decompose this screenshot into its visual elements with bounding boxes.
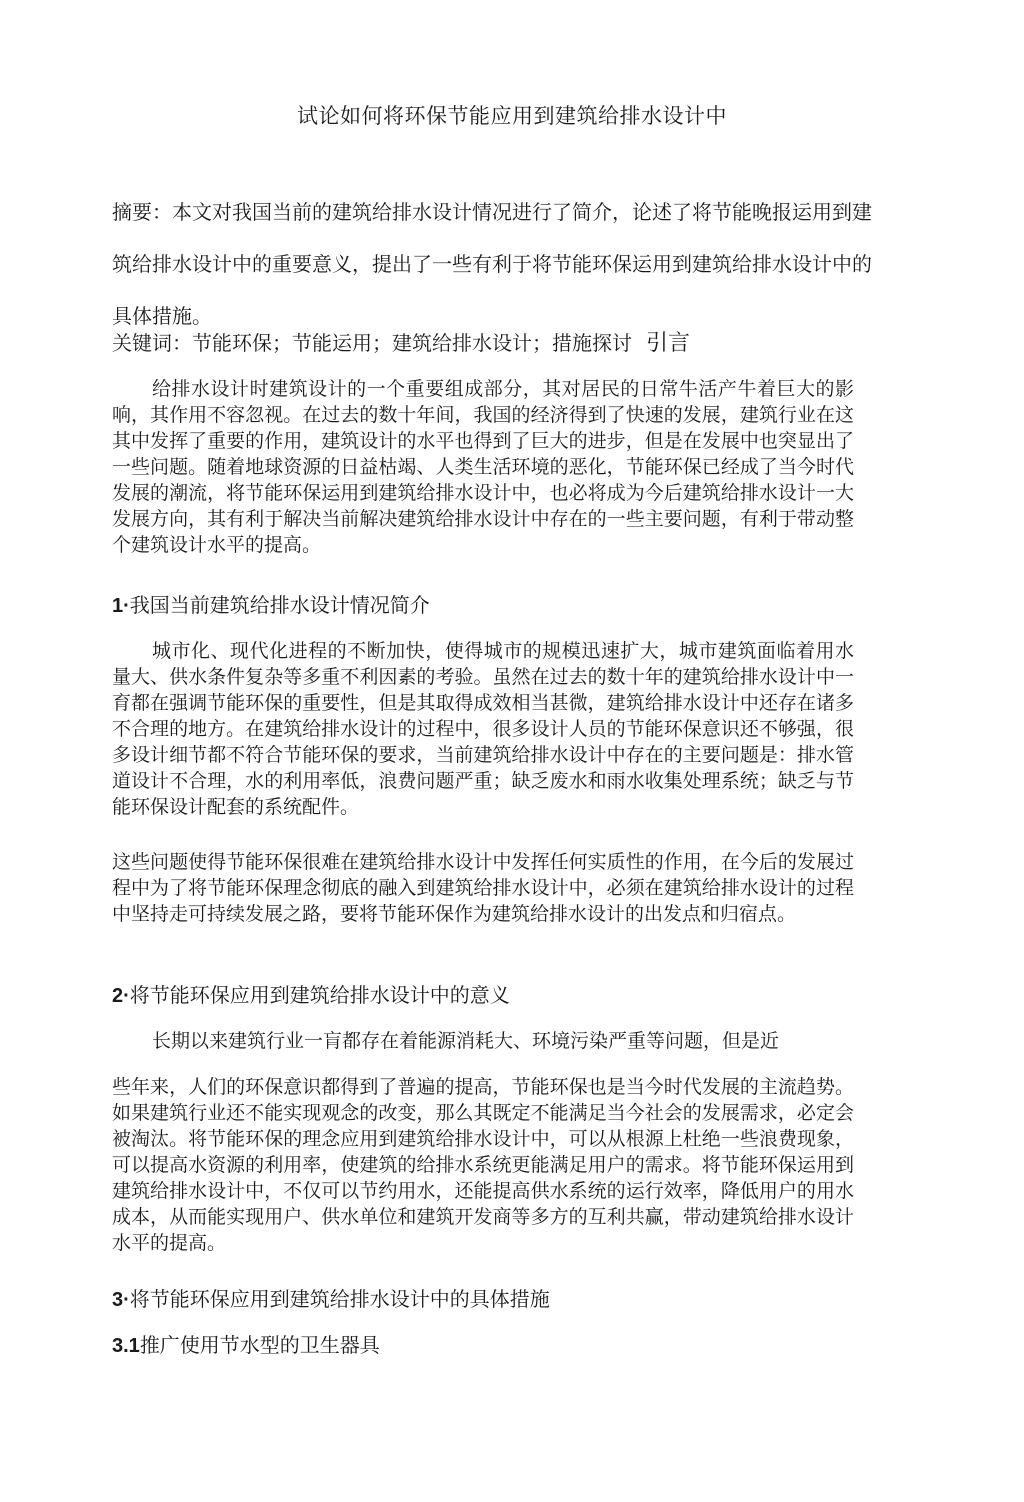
section-2-number: 2· bbox=[112, 985, 130, 1007]
section-3-1-title: 推广使用节水型的卫生器具 bbox=[139, 1333, 380, 1357]
section-3-title: 将节能环保应用到建筑给排水设计中的具体措施 bbox=[129, 1287, 550, 1311]
section-1-paragraph-2: 这些问题使得节能环保很难在建筑给排水设计中发挥任何实质性的作用，在今后的发展过程中为了将节能环保理念彻底的融入到建筑给排水设计中，必须在建筑给排水设计的过程中坚持走可持续发展之路，要将节能环保作为建筑给排水设计的出发点和归宿点。 bbox=[112, 851, 854, 925]
section-1-heading bbox=[112, 590, 872, 621]
section-3-heading bbox=[112, 1284, 872, 1315]
section-3-1-heading bbox=[112, 1330, 872, 1361]
section-1-number: 1· bbox=[112, 595, 130, 617]
abstract-paragraph: 摘要：本文对我国当前的建筑给排水设计情况进行了简介，论述了将节能晚报运用到建筑给排水设计中的重要意义，提出了一些有利于将节能环保运用到建筑给排水设计中的具体措施。 bbox=[112, 200, 872, 328]
document-title: 试论如何将环保节能应用到建筑给排水设计中 bbox=[297, 104, 727, 128]
intro-paragraph: 给排水设计时建筑设计的一个重要组成部分，其对居民的日常牛活产牛着巨大的影响，其作用不容忽视。在过去的数十年间，我国的经济得到了快速的发展，建筑行业在这其中发挥了重要的作用，建筑设计的水平也得到了巨大的进步，但是在发展中也突显出了一些问题。随着地球资源的日益枯竭、人类生活环境的恶化，节能环保已经成了当今时代发展的潮流，将节能环保运用到建筑给排水设计中，也必将成为今后建筑给排水设计一大发展方向，其有利于解决当前解决建筑给排水设计中存在的一些主要问题，有利于带动整个建筑设计水平的提高。 bbox=[112, 378, 854, 556]
section-3-1-number: 3.1 bbox=[112, 1335, 140, 1357]
section-2-heading bbox=[112, 980, 872, 1011]
intro-heading: 引言 bbox=[646, 331, 691, 356]
section-3-number: 3· bbox=[112, 1289, 130, 1311]
section-2-paragraph-1: 长期以来建筑行业一肓都存在着能源消耗大、环境污染严重等问题，但是近 bbox=[152, 1030, 780, 1052]
section-2-paragraph-2: 些年来，人们的环保意识都得到了普遍的提高，节能环保也是当今时代发展的主流趋势。如果建筑行业还不能实现观念的改变，那么其既定不能满足当今社会的发展需求，必定会被淘汰。将节能环保的理念应用到建筑给排水设计中，可以从根源上杜绝一些浪费现象，可以提高水资源的利用率，使建筑的给排水系统更能满足用户的需求。将节能环保运用到建筑给排水设计中，不仅可以节约用水，还能提高供水系统的运行效率，降低用户的用水成本，从而能实现用户、供水单位和建筑开发商等多方的互利共赢，带动建筑给排水设计水平的提高。 bbox=[112, 1076, 854, 1254]
keywords-text: 关键词：节能环保；节能运用；建筑给排水设计；措施探讨 bbox=[112, 331, 632, 355]
section-1-paragraph-1: 城市化、现代化进程的不断加快，使得城市的规模迅速扩大，城市建筑面临着用水量大、供水条件复杂等多重不利因素的考验。虽然在过去的数十年的建筑给排水设计中一育都在强调节能环保的重要性，但是其取得成效相当甚微，建筑给排水设计中还存在诸多不合理的地方。在建筑给排水设计的过程中，很多设计人员的节能环保意识还不够强，很多设计细节都不符合节能环保的要求，当前建筑给排水设计中存在的主要问题是：排水管道设计不合理，水的利用率低，浪费问题严重；缺乏废水和雨水收集处理系统；缺乏与节能环保设计配套的系统配件。 bbox=[112, 640, 854, 818]
section-2-title: 将节能环保应用到建筑给排水设计中的意义 bbox=[129, 983, 510, 1007]
keywords-line bbox=[112, 327, 872, 360]
section-1-title: 我国当前建筑给排水设计情况简介 bbox=[129, 593, 430, 617]
